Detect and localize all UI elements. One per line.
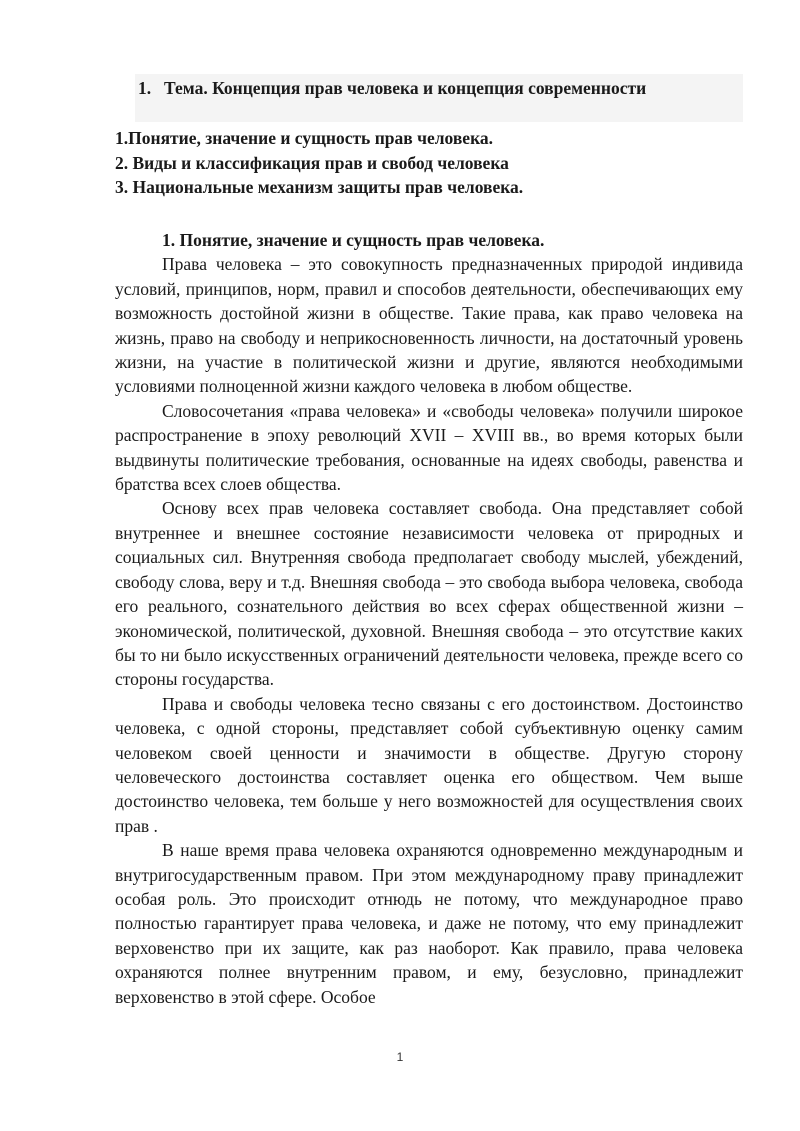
paragraph: Основу всех прав человека составляет свобода. Она представляет собой внутреннее и внешнее состояние независимости человека от природных и социальных сил. Внутренняя свобода предполагает свободу мыслей, убеждений, свободу слова, веру и т.д. Внешняя свобода – это свобода выбора человека, свобода его реального, сознательного действия во всех сферах общественной жизни – экономической, политической, духовной. Внешняя свобода – это отсутствие каких бы то ни было искусственных ограничений деятельности человека, прежде всего со стороны государства.: [115, 498, 743, 690]
outline-item: 2. Виды и классификация прав и свобод человека: [115, 152, 509, 173]
outline-item: 3. Национальные механизм защиты прав человека.: [115, 177, 524, 197]
section-body: [115, 228, 743, 1009]
page-number: 1: [396, 1050, 404, 1064]
topic-outline: [115, 126, 745, 200]
title-text: Тема. Концепция прав человека и концепция современности: [164, 78, 647, 98]
section-heading: 1. Понятие, значение и сущность прав человека.: [162, 230, 545, 250]
paragraph: Словосочетания «права человека» и «свободы человека» получили широкое распространение в эпоху революций XVII – XVIII вв., во время которых были выдвинуты политические требования, основанные на идеях свободы, равенства и братства всех слоев общества.: [115, 400, 743, 495]
page-title: [138, 76, 738, 100]
paragraph: В наше время права человека охраняются одновременно международным и внутригосударственным правом. При этом международному праву принадлежит особая роль. Это происходит отнюдь не потому, что международное право полностью гарантирует права человека, и даже не потому, что ему принадлежит верховенство при их защите, как раз наоборот. Как правило, права человека охраняются полнее внутренним правом, и ему, безусловно, принадлежит верховенство в этой сфере. Особое: [115, 840, 743, 1007]
paragraph: Права человека – это совокупность предназначенных природой индивида условий, принципов, норм, правил и способов деятельности, обеспечивающих ему возможность достойной жизни в обществе. Такие права, как право человека на жизнь, право на свободу и неприкосновенность личности, на достаточный уровень жизни, на участие в политической жизни и другие, являются необходимыми условиями полноценной жизни каждого человека в любом обществе.: [115, 254, 743, 397]
paragraph: Права и свободы человека тесно связаны с его достоинством. Достоинство человека, с одной стороны, представляет собой субъективную оценку самим человеком своей ценности и значимости в обществе. Другую сторону человеческого достоинства составляет оценка его обществом. Чем выше достоинство человека, тем больше у него возможностей для осуществления своих прав .: [115, 693, 743, 836]
title-number: 1.: [138, 78, 152, 98]
outline-item: 1.Понятие, значение и сущность прав человека.: [115, 128, 494, 148]
